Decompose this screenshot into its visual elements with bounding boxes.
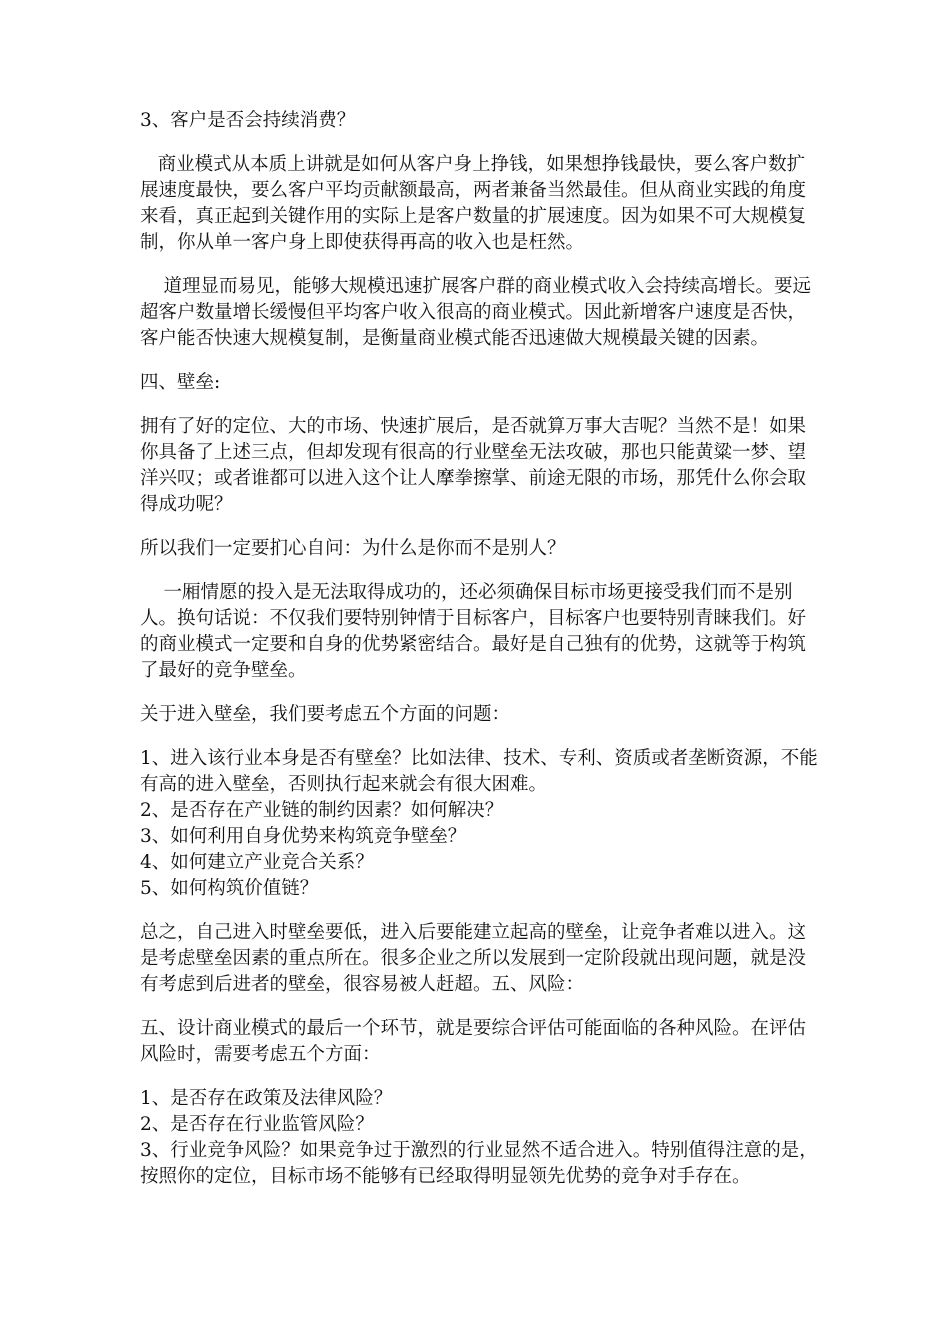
- list-item: 3、如何利用自身优势来构筑竞争壁垒？: [140, 826, 467, 847]
- paragraph-barrier-aspects: 关于进入壁垒，我们要考虑五个方面的问题：: [140, 704, 511, 725]
- document-page: [140, 108, 820, 1208]
- paragraph-barriers-intro: 拥有了好的定位、大的市场、快速扩展后，是否就算万事大吉呢？当然不是！如果你具备了上述三点，但却发现有很高的行业壁垒无法攻破，那也只能黄粱一梦、望洋兴叹；或者谁都可以进入这个让人摩拳擦掌、前途无限的市场，那凭什么你会取得成功呢？: [140, 416, 807, 515]
- list-item: 5、如何构筑价值链？: [140, 878, 319, 899]
- paragraph-advantage: 一厢情愿的投入是无法取得成功的，还必须确保目标市场更接受我们而不是别人。换句话说：不仅我们要特别钟情于目标客户，目标客户也要特别青睐我们。好的商业模式一定要和自身的优势紧密结合。最好是自己独有的优势，这就等于构筑了最好的竞争壁垒。: [140, 582, 807, 681]
- list-item: 1、进入该行业本身是否有壁垒？比如法律、技术、专利、资质或者垄断资源，不能有高的进入壁垒，否则执行起来就会有很大困难。: [140, 748, 818, 795]
- section-heading-barriers: 四、壁垒:: [140, 372, 221, 393]
- paragraph-growth: 道理显而易见，能够大规模迅速扩展客户群的商业模式收入会持续高增长。要远超客户数量增长缓慢但平均客户收入很高的商业模式。因此新增客户速度是否快，客户能否快速大规模复制，是衡量商业模式能否迅速做大规模最关键的因素。: [140, 276, 812, 349]
- section-heading-q3: 3、客户是否会持续消费？: [140, 110, 356, 131]
- paragraph-business-model: 商业模式从本质上讲就是如何从客户身上挣钱，如果想挣钱最快，要么客户数扩展速度最快，要么客户平均贡献额最高，两者兼备当然最佳。但从商业实践的角度来看，真正起到关键作用的实际上是客户数量的扩展速度。因为如果不可大规模复制，你从单一客户身上即使获得再高的收入也是枉然。: [140, 154, 807, 253]
- list-item: 3、行业竞争风险？如果竞争过于激烈的行业显然不适合进入。特别值得注意的是，按照你的定位，目标市场不能够有已经取得明显领先优势的竞争对手存在。: [140, 1140, 818, 1187]
- barrier-list: [140, 746, 820, 902]
- paragraph-barrier-summary: 总之，自己进入时壁垒要低，进入后要能建立起高的壁垒，让竞争者难以进入。这是考虑壁垒因素的重点所在。很多企业之所以发展到一定阶段就出现问题，就是没有考虑到后进者的壁垒，很容易被人赶超。五、风险：: [140, 922, 807, 995]
- list-item: 2、是否存在行业监管风险？: [140, 1114, 374, 1135]
- paragraph-why-you: 所以我们一定要扪心自问：为什么是你而不是别人？: [140, 538, 566, 559]
- list-item: 2、是否存在产业链的制约因素？如何解决？: [140, 800, 504, 821]
- list-item: 4、如何建立产业竞合关系？: [140, 852, 374, 873]
- list-item: 1、是否存在政策及法律风险？: [140, 1088, 393, 1109]
- risk-list: [140, 1086, 820, 1190]
- paragraph-risk-intro: 五、设计商业模式的最后一个环节，就是要综合评估可能面临的各种风险。在评估风险时，需要考虑五个方面：: [140, 1018, 807, 1065]
